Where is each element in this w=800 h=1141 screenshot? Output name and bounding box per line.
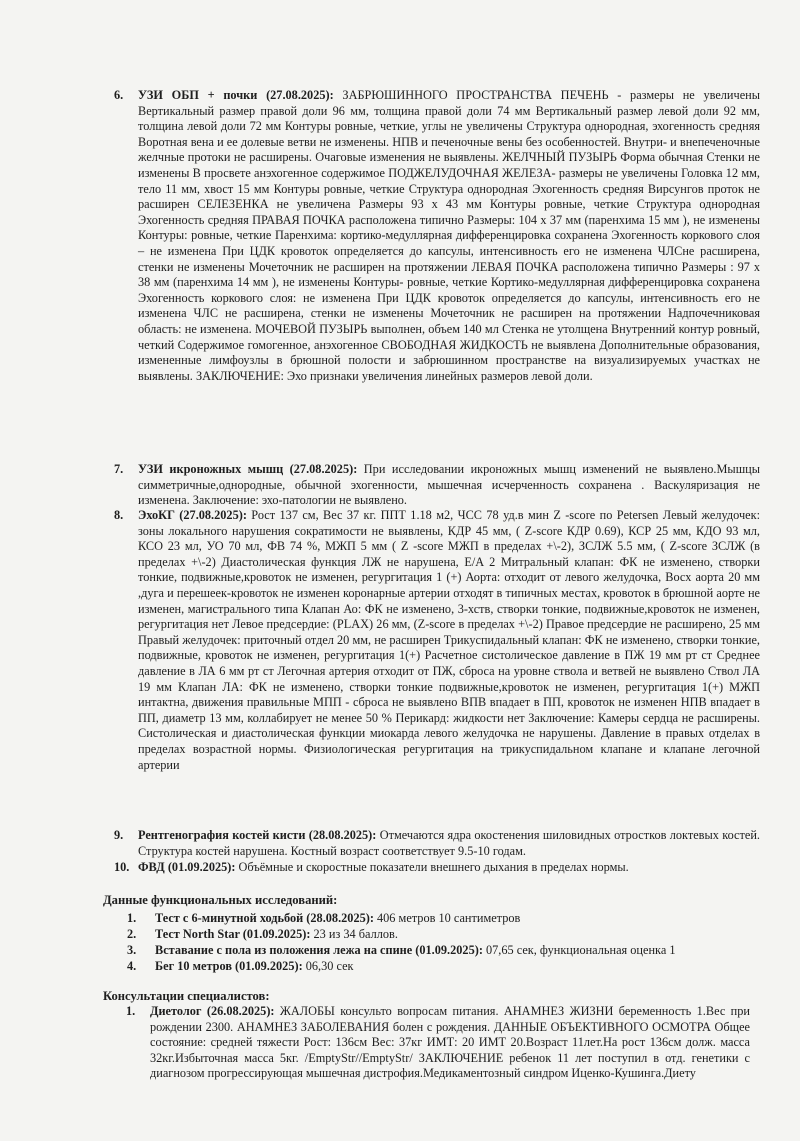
- consultations-title: Консультации специалистов:: [103, 989, 270, 1003]
- report-item-echocardiography: [114, 508, 760, 773]
- item-text: Отмечаются ядра окостенения шиловидных отростков локтевых костей. Структура костей нарушена. Костный возраст соответствует 9.5-10 годам.: [138, 828, 760, 858]
- item-text: 406 метров 10 сантиметров: [373, 911, 521, 925]
- item-heading: УЗИ ОБП + почки (27.08.2025):: [138, 88, 334, 102]
- item-heading: Вставание с пола из положения лежа на спине (01.09.2025):: [155, 943, 483, 957]
- item-number: 9.: [114, 828, 124, 842]
- report-item-spirometry: [114, 860, 760, 876]
- report-item-hand-xray: [114, 828, 760, 859]
- item-number: 1.: [127, 911, 137, 925]
- item-text: При исследовании икроножных мышц изменений не выявлено.Мышцы симметричные,однородные, обычной эхогенности, мышечная исчерченность сохранена . Васкуляризация не изменена. Заключение: эхо-патологии не выявлено.: [138, 462, 761, 508]
- item-text: 07,65 сек, функциональная оценка 1: [482, 943, 676, 957]
- item-text: 23 из 34 баллов.: [310, 927, 398, 941]
- item-heading: ЭхоКГ (27.08.2025):: [138, 508, 247, 522]
- item-heading: Тест с 6-минутной ходьбой (28.08.2025):: [155, 911, 374, 925]
- item-number: 10.: [114, 860, 130, 874]
- item-number: 8.: [114, 508, 124, 522]
- item-heading: Тест North Star (01.09.2025):: [155, 927, 311, 941]
- item-number: 7.: [114, 462, 124, 476]
- functional-tests-title: Данные функциональных исследований:: [103, 893, 338, 907]
- item-number: 6.: [114, 88, 124, 102]
- functional-test-item: [127, 943, 765, 959]
- item-number: 2.: [127, 927, 137, 941]
- item-text: ЗАБРЮШИННОГО ПРОСТРАНСТВА ПЕЧЕНЬ - размеры не увеличены Вертикальный размер правой доли 96 мм, толщина правой доли 74 мм Вертикальный размер левой доли 92 мм, толщина левой доли 72 мм Контуры ровные, четкие, углы не увеличены Структура однородная, эхогенность средняя Воротная вена и ее долевые ветви не изменены. НПВ и печеночные вены без особенностей. Внутри- и внепеченочные желчные протоки не расширены. Очаговые изменения не выявлены. ЖЕЛЧНЫЙ ПУЗЫРЬ Форма обычная Стенки не изменены В просвете анэхогенное содержимое ПОДЖЕЛУДОЧНАЯ ЖЕЛЕЗА- размеры не увеличены Головка 12 мм, тело 11 мм, хвост 15 мм Контуры ровные, четкие Структура однородная Эхогенность средняя Вирсунгов проток не расширен СЕЛЕЗЕНКА не увеличена Размеры 93 x 43 мм Контуры ровные, четкие Структура однородная Эхогенность средняя ПРАВАЯ ПОЧКА расположена типично Размеры: 104 x 37 мм (паренхима 15 мм ), не изменены Контуры: ровные, четкие Паренхима: кортико-медуллярная дифференцировка сохранена Эхогенность коркового слоя – не изменена При ЦДК кровоток определяется до капсулы, интенсивность его не изменена ЧЛСне расширена, стенки не изменены Мочеточник не расширен на протяжении ЛЕВАЯ ПОЧКА расположена типично Размеры : 97 x 38 мм (паренхима 14 мм ), не изменены Контуры- ровные, четкие Кортико-медуллярная дифференцировка сохранена Эхогенность коркового слоя: не изменена При ЦДК кровоток определяется до капсулы, интенсивность его не изменена ЧЛС не расширена, стенки не изменены Мочеточник не расширен на протяжении Надпочечниковая область: не изменена. МОЧЕВОЙ ПУЗЫРЬ выполнен, объем 140 мл Стенка не утолщена Внутренний контур ровный, четкий Содержимое гомогенное, анэхогенное СВОБОДНАЯ ЖИДКОСТЬ не выявлена Дополнительные образования, измененные лимфоузлы в брюшной полости и забрюшинном пространстве на визуализируемых участках не выявлены. ЗАКЛЮЧЕНИЕ: Эхо признаки увеличения линейных размеров левой доли.: [138, 88, 760, 383]
- item-heading: Рентгенография костей кисти (28.08.2025):: [138, 828, 377, 842]
- consultation-item-dietitian: [126, 1004, 750, 1082]
- item-text: ЖАЛОБЫ консульто вопросам питания. АНАМНЕЗ ЖИЗНИ беременность 1.Вес при рождении 2300. АНАМНЕЗ ЗАБОЛЕВАНИЯ болен с рождения. ДАННЫЕ ОБЪЕКТИВНОГО ОСМОТРА Общее состояние: средней тяжести Рост: 136см Вес: 37кг ИМТ: 20 ИМТ 20.Возраст 11лет.На рост 136см долж. масса 32кг.Избыточная масса 5кг. /EmptyStr//EmptyStr/ ЗАКЛЮЧЕНИЕ ребенок 11 лет поступил в отд. генетики с диагнозом прогрессирующая мышечная дистрофия.Медикаментозный синдром Иценко-Кушинга.Диету: [150, 1004, 750, 1081]
- item-text: Рост 137 см, Вес 37 кг. ППТ 1.18 м2, ЧСС 78 уд.в мин Z -score по Petersen Левый желудочек: зоны локального нарушения сократимости не выявлены, КДР 45 мм, ( Z-score КДР 0.69), КСР 25 мм, КДО 93 мл, КСО 23 мл, УО 70 мл, ФВ 74 %, МЖП 5 мм ( Z -score МЖП в пределах +\-2), ЗСЛЖ 5.5 мм, ( Z-score ЗСЛЖ (в пределах +\-2) Диастолическая функция ЛЖ не нарушена, E/A 2 Митральный клапан: ФК не изменено, створки тонкие, подвижные,кровоток не изменен, регургитация 1 (+) Аорта: отходит от левого желудочка, Восх аорта 20 мм ,дуга и перешеек-кровоток не изменен коронарные артерии отходят в типичных местах, кровоток в брюшной аорте не изменен, магистрального типа Клапан Ао: ФК не изменено, 3-хств, створки тонкие, подвижные,кровоток не изменен, регургитация нет Левое предсердие: (PLAX) 26 мм, (Z-score в пределах +\-2) Правое предсердие не расширено, 25 мм Правый желудочек: приточный отдел 20 мм, не расширен Трикуспидальный клапан: ФК не изменено, створки тонкие, подвижные, кровоток не изменен, регургитация 1(+) Расчетное систолическое давление в ПЖ 19 мм рт ст Среднее давление в ЛА 6 мм рт ст Легочная артерия отходит от ПЖ, сброса на уровне ствола и ветвей не выявлено Ствол ЛА 19 мм Клапан ЛА: ФК не изменено, створки тонкие подвижные,кровоток не изменен, регургитация 1(+) МЖП интактна, движения правильные МПП - сброса не выявлено ВПВ впадает в ПП, кровоток не изменен НПВ впадает в ПП, диаметр 13 мм, коллабирует не менее 50 % Перикард: жидкости нет Заключение: Камеры сердца не расширены. Систолическая и диастолическая функции миокарда левого желудочка не нарушены. Давление в правых отделах в пределах возрастной нормы. Физиологическая регургитация на трикуспидальном клапане и клапане легочной артерии: [138, 508, 760, 772]
- item-heading: Бег 10 метров (01.09.2025):: [155, 959, 303, 973]
- item-number: 1.: [126, 1004, 136, 1018]
- item-number: 4.: [127, 959, 137, 973]
- functional-test-item: [127, 927, 765, 943]
- item-heading: ФВД (01.09.2025):: [138, 860, 236, 874]
- item-text: Объёмные и скоростные показатели внешнего дыхания в пределах нормы.: [235, 860, 629, 874]
- item-heading: УЗИ икроножных мышц (27.08.2025):: [138, 462, 358, 476]
- item-number: 3.: [127, 943, 137, 957]
- report-item-us-calf-muscles: [114, 462, 761, 509]
- functional-test-item: [127, 911, 765, 927]
- report-item-us-abdomen: [114, 88, 760, 384]
- item-heading: Диетолог (26.08.2025):: [150, 1004, 275, 1018]
- functional-test-item: [127, 959, 765, 975]
- item-text: 06,30 сек: [302, 959, 354, 973]
